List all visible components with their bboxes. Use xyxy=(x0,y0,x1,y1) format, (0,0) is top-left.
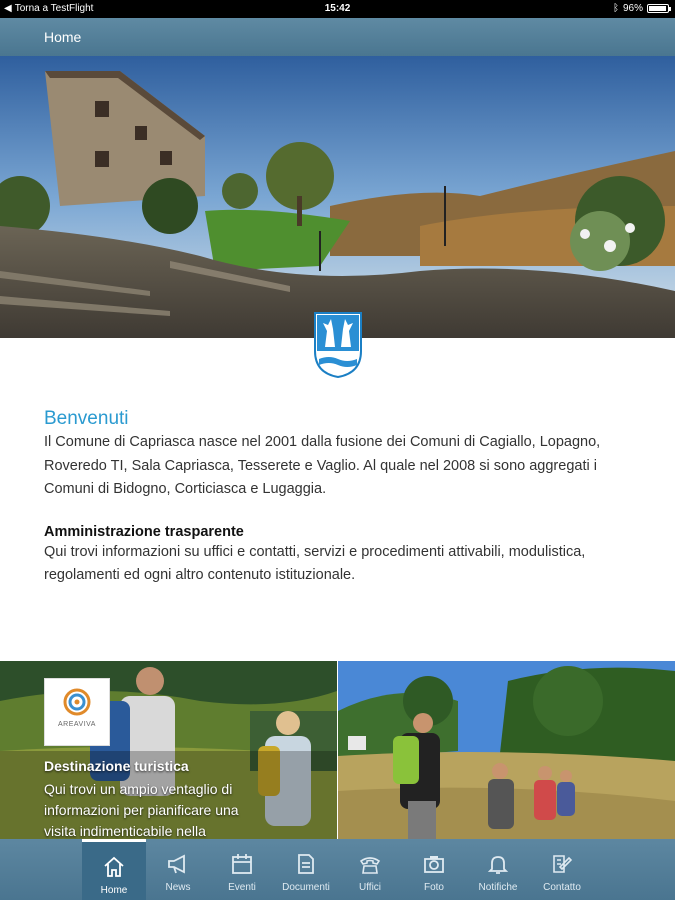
tab-notifiche[interactable] xyxy=(466,839,530,900)
megaphone-icon xyxy=(166,852,190,876)
tab-label: Uffici xyxy=(358,882,382,893)
hero-panorama-image xyxy=(0,56,675,338)
admin-title[interactable]: Amministrazione trasparente xyxy=(44,523,244,540)
tab-bar xyxy=(0,839,675,900)
hiking-photo-image xyxy=(338,661,675,839)
tab-eventi[interactable] xyxy=(210,839,274,900)
document-icon xyxy=(294,852,318,876)
battery-percent: 96% xyxy=(622,3,643,14)
welcome-text: Il Comune di Capriasca nasce nel 2001 dalla fusione dei Comuni di Cagiallo, Lopagno, Roveredo TI, Sala Capriasca, Tesserete e Vaglio. Al quale nel 2008 si sono aggregati i Comuni di Bidogno, Corticiasca e Lugaggia. xyxy=(44,434,601,497)
status-bar xyxy=(0,0,675,18)
tab-label: Notifiche xyxy=(478,882,518,893)
tab-contatto[interactable] xyxy=(530,839,594,900)
tab-label: Home xyxy=(100,885,128,896)
bluetooth-icon: ᛒ xyxy=(612,3,619,14)
tab-documenti[interactable] xyxy=(274,839,338,900)
back-app-label: Torna a TestFlight xyxy=(14,3,94,14)
calendar-icon xyxy=(230,852,254,876)
battery-icon xyxy=(647,4,669,13)
bell-icon xyxy=(486,852,510,876)
tab-label: Documenti xyxy=(282,882,330,893)
tab-uffici[interactable] xyxy=(338,839,402,900)
tourism-tile[interactable] xyxy=(0,661,337,839)
hiking-photo-tile[interactable] xyxy=(338,661,675,839)
feature-tiles xyxy=(0,661,675,839)
tab-label: News xyxy=(165,882,191,893)
tourism-title: Destinazione turistica xyxy=(44,758,189,774)
admin-text: Qui trovi informazioni su uffici e contatti, servizi e procedimenti attivabili, modulistica, regolamenti ed ogni altro contenuto istituzionale. xyxy=(44,543,586,583)
tab-label: Foto xyxy=(423,882,444,893)
areaviva-logo xyxy=(44,678,110,746)
tab-label: Contatto xyxy=(543,882,581,893)
camera-icon xyxy=(422,852,446,876)
back-arrow-icon: ◀ xyxy=(4,3,12,14)
nav-bar xyxy=(0,18,675,56)
home-icon xyxy=(102,855,126,879)
tab-label: Eventi xyxy=(228,882,256,893)
municipal-crest-logo xyxy=(313,311,363,379)
status-time: 15:42 xyxy=(324,3,351,14)
areaviva-logo-icon xyxy=(62,687,92,717)
tab-home[interactable] xyxy=(82,839,146,900)
tourism-text: Qui trovi un ampio ventaglio di informazioni per pianificare una visita indimenticabile nella xyxy=(44,781,239,839)
tab-foto[interactable] xyxy=(402,839,466,900)
main-content xyxy=(44,408,644,588)
tab-news[interactable] xyxy=(146,839,210,900)
panorama-illustration xyxy=(0,56,675,338)
page-title: Home xyxy=(44,29,82,45)
edit-icon xyxy=(550,852,574,876)
areaviva-logo-text: AREAVIVA xyxy=(58,721,96,728)
welcome-title: Benvenuti xyxy=(44,408,129,429)
phone-icon xyxy=(358,852,382,876)
